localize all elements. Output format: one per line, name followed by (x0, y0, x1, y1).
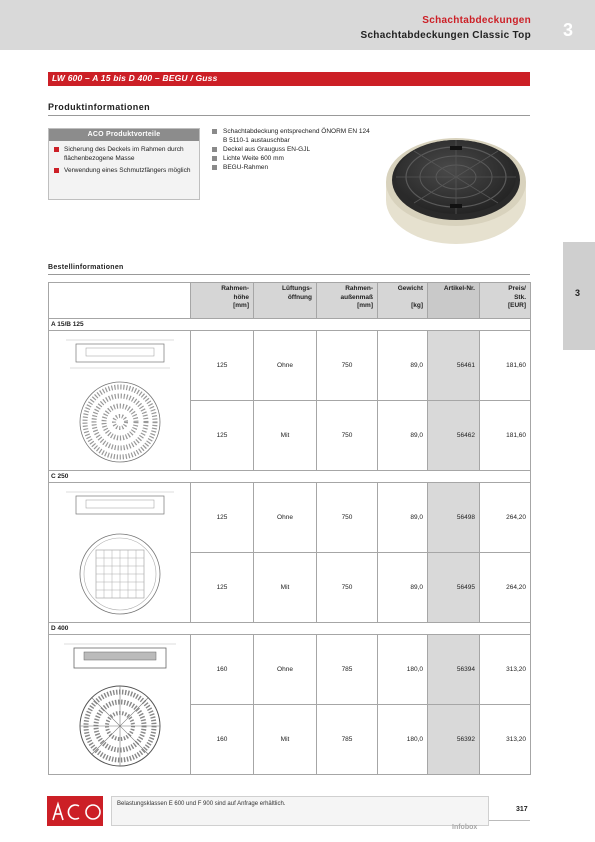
col-header-ventilation: Lüftungs- öffnung (254, 283, 317, 319)
price: 181,60 (480, 401, 531, 471)
price: 264,20 (480, 483, 531, 553)
table-row[interactable]: 125 Ohne 750 89,0 56461 181,60 (49, 331, 531, 401)
col-header-outer-size: Rahmen- außenmaß [mm] (317, 283, 378, 319)
aco-logo-icon (47, 796, 103, 826)
article-number: 56461 (428, 331, 480, 401)
table-header-row (49, 283, 531, 319)
col-header-weight: Gewicht [kg] (378, 283, 428, 319)
article-number: 56495 (428, 553, 480, 623)
cover-drawing-a15-icon (56, 334, 184, 468)
side-tab-number: 3 (575, 288, 581, 298)
article-number: 56462 (428, 401, 480, 471)
product-info-heading: Produktinformationen (48, 102, 150, 112)
infobox (111, 796, 489, 826)
group-label: D 400 (49, 623, 531, 635)
price: 313,20 (480, 705, 531, 775)
technical-drawing (49, 331, 191, 471)
bullet-square-icon (212, 129, 217, 134)
price: 181,60 (480, 331, 531, 401)
col-header-article: Artikel-Nr. (428, 283, 480, 319)
technical-drawing (49, 635, 191, 775)
bullet-square-icon (212, 165, 217, 170)
group-row-a15 (49, 319, 531, 331)
bullet-square-icon (54, 147, 59, 152)
infobox-text: Belastungsklassen E 600 und F 900 sind auf Anfrage erhältlich. (117, 801, 286, 807)
article-number: 56392 (428, 705, 480, 775)
order-table (48, 282, 531, 775)
table-row[interactable]: 160 Mit 785 180,0 56392 313,20 (49, 705, 531, 775)
header-subtitle: Schachtabdeckungen Classic Top (360, 30, 531, 41)
aco-logo (47, 796, 103, 826)
price: 313,20 (480, 635, 531, 705)
article-number: 56394 (428, 635, 480, 705)
col-header-frame-height: Rahmen- höhe [mm] (191, 283, 254, 319)
feature-item: Lichte Weite 600 mm (212, 154, 372, 163)
feature-item: BEGU-Rahmen (212, 163, 372, 172)
advantages-title: ACO Produktvorteile (49, 129, 199, 141)
group-row-c250 (49, 471, 531, 483)
advantages-list (49, 141, 199, 175)
article-number: 56498 (428, 483, 480, 553)
feature-item: Schachtabdeckung entsprechend ÖNORM EN 124 B 5110-1 austauschbar (212, 127, 372, 145)
feature-item: Deckel aus Grauguss EN-GJL (212, 145, 372, 154)
cover-drawing-d400-icon (56, 638, 184, 772)
page-number: 317 (516, 806, 528, 813)
group-row-d400 (49, 623, 531, 635)
advantage-item: Verwendung eines Schmutzfängers möglich (54, 166, 195, 175)
advantage-item: Sicherung des Deckels im Rahmen durch flächenbezogene Masse (54, 145, 195, 163)
manhole-cover-photo (380, 124, 532, 252)
table-row[interactable]: 125 Mit 750 89,0 56462 181,60 (49, 401, 531, 471)
technical-drawing (49, 483, 191, 623)
header-category: Schachtabdeckungen (422, 15, 531, 26)
table-row[interactable]: 125 Mit 750 89,0 56495 264,20 (49, 553, 531, 623)
section-divider (48, 115, 530, 116)
bullet-square-icon (54, 168, 59, 173)
infobox-label: Infobox (452, 824, 478, 831)
cover-drawing-c250-icon (56, 486, 184, 620)
table-header-blank (49, 283, 191, 319)
table-row[interactable]: 125 Ohne 750 89,0 56498 264,20 (49, 483, 531, 553)
chapter-number: 3 (563, 20, 574, 40)
group-label: A 15/B 125 (49, 319, 531, 331)
advantages-box (48, 128, 200, 200)
bullet-square-icon (212, 147, 217, 152)
product-title-bar (48, 72, 530, 86)
bullet-square-icon (212, 156, 217, 161)
product-title: LW 600 – A 15 bis D 400 – BEGU / Guss (52, 73, 218, 83)
feature-list (212, 127, 372, 172)
price: 264,20 (480, 553, 531, 623)
chapter-side-tab[interactable] (563, 242, 595, 350)
col-header-price: Preis/ Stk. [EUR] (480, 283, 531, 319)
footer-divider (489, 820, 530, 821)
order-info-heading: Bestellinformationen (48, 264, 124, 271)
table-row[interactable]: 160 Ohne 785 180,0 56394 313,20 (49, 635, 531, 705)
section-divider (48, 274, 530, 275)
group-label: C 250 (49, 471, 531, 483)
